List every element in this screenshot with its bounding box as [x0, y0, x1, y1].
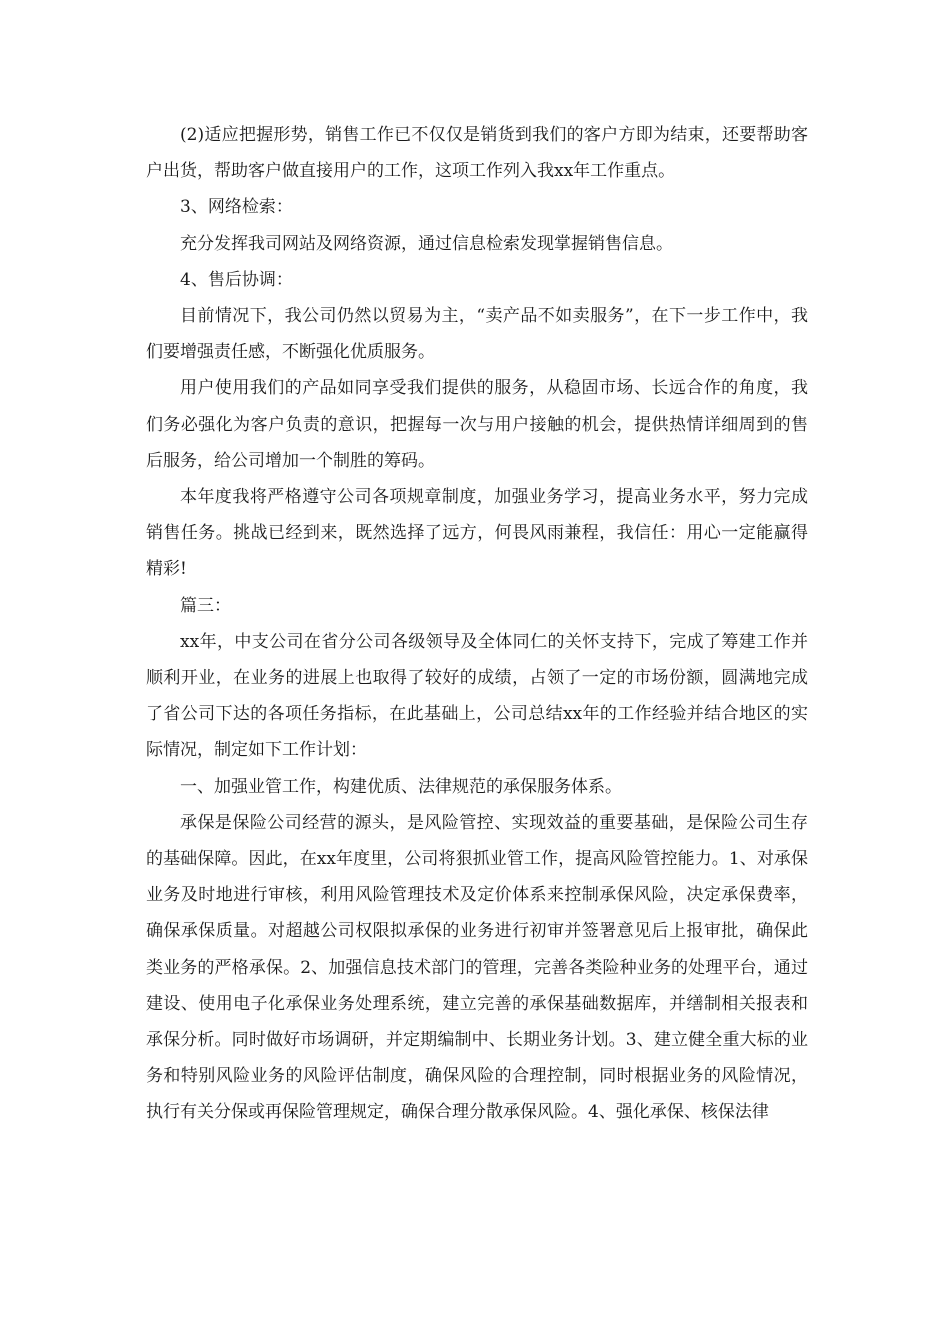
heading-underwriting-management: 一、加强业管工作，构建优质、法律规范的承保服务体系。: [180, 776, 622, 797]
document-body: [146, 117, 808, 1131]
paragraph-sales-trend: (2)适应把握形势，销售工作已不仅仅是销货到我们的客户方即为结束，还要帮助客户出货，帮助客户做直接用户的工作，这项工作列入我xx年工作重点。: [146, 125, 808, 182]
paragraph-underwriting-details: 承保是保险公司经营的源头，是风险管控、实现效益的重要基础，是保险公司生存的基础保障。因此，在xx年度里，公司将狠抓业管工作，提高风险管控能力。1、对承保业务及时地进行审核，利用风险管理技术及定价体系来控制承保风险，决定承保费率，确保承保质量。对超越公司权限拟承保的业务进行初审并签署意见后上报审批，确保此类业务的严格承保。2、加强信息技术部门的管理，完善各类险种业务的处理平台，通过建设、使用电子化承保业务处理系统，建立完善的承保基础数据库，并缮制相关报表和承保分析。同时做好市场调研，并定期编制中、长期业务计划。3、建立健全重大标的业务和特别风险业务的风险评估制度，确保风险的合理控制，同时根据业务的风险情况，执行有关分保或再保险管理规定，确保合理分散承保风险。4、强化承保、核保法律: [146, 812, 808, 1123]
paragraph-user-service: 用户使用我们的产品如同享受我们提供的服务，从稳固市场、长远合作的角度，我们务必强化为客户负责的意识，把握每一次与用户接触的机会，提供热情详细周到的售后服务，给公司增加一个制胜的筹码。: [146, 378, 808, 471]
paragraph-annual-commitment: 本年度我将严格遵守公司各项规章制度，加强业务学习，提高业务水平，努力完成销售任务。挑战已经到来，既然选择了远方，何畏风雨兼程，我信任：用心一定能赢得精彩!: [146, 487, 808, 580]
paragraph-current-situation: 目前情况下，我公司仍然以贸易为主，“卖产品不如卖服务”，在下一步工作中，我们要增强责任感，不断强化优质服务。: [146, 306, 808, 363]
paragraph-network-resources: 充分发挥我司网站及网络资源，通过信息检索发现掌握销售信息。: [180, 233, 673, 254]
heading-network-search: 3、网络检索：: [180, 197, 293, 218]
paragraph-company-summary: xx年，中支公司在省分公司各级领导及全体同仁的关怀支持下，完成了筹建工作并顺利开业，在业务的进展上也取得了较好的成绩，占领了一定的市场份额，圆满地完成了省公司下达的各项任务指标，在此基础上，公司总结xx年的工作经验并结合地区的实际情况，制定如下工作计划：: [146, 631, 808, 761]
section-heading-part-three: 篇三：: [180, 595, 231, 616]
heading-after-sales: 4、售后协调：: [180, 269, 293, 290]
